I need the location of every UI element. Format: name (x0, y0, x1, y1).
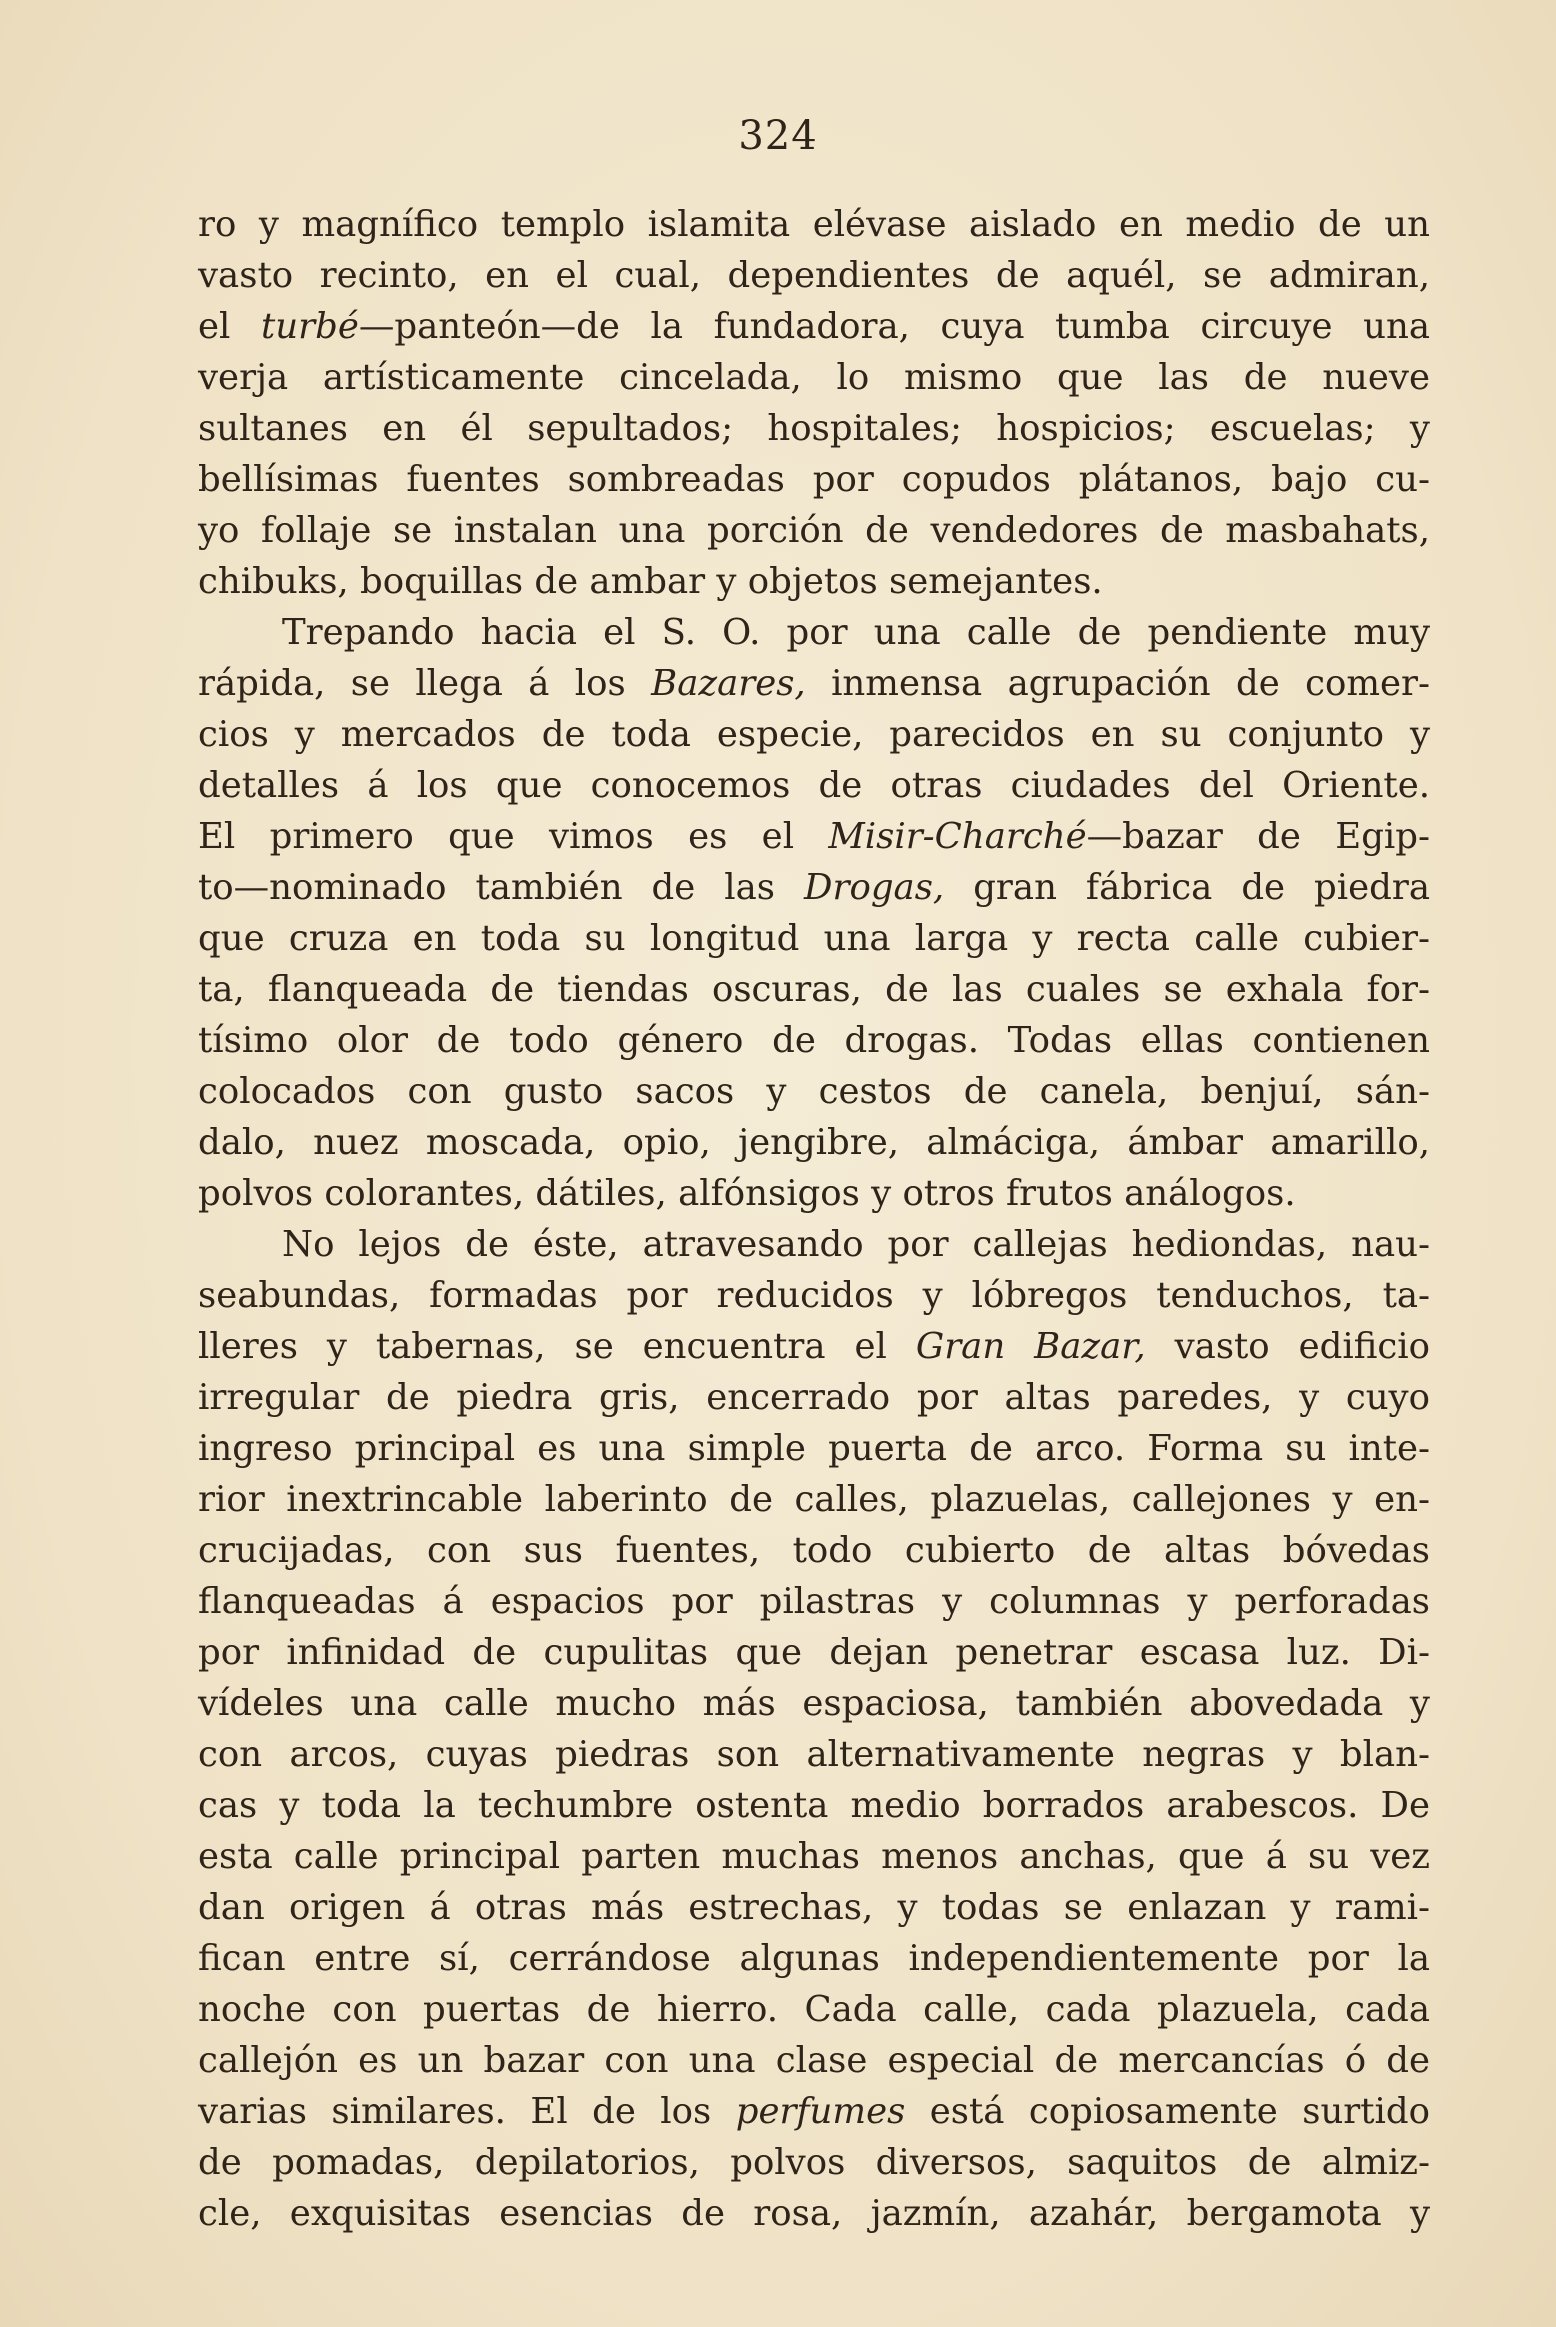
text-line (198, 1933, 1430, 1984)
text-line (198, 454, 1430, 505)
text-line (198, 1780, 1430, 1831)
text-line (198, 2035, 1430, 2086)
text-line (198, 556, 1430, 607)
text-segment: cle, exquisitas esencias de rosa, jazmín, azahár, bergamota y (198, 2193, 1430, 2234)
italic-text-segment: Bazares, (651, 663, 806, 704)
text-line (198, 352, 1430, 403)
text-segment: tísimo olor de todo género de drogas. Todas ellas contienen (198, 1020, 1430, 1061)
text-segment: rápida, se llega á los (198, 663, 652, 704)
text-segment: rior inextrincable laberinto de calles, plazuelas, callejones y en- (198, 1479, 1430, 1520)
text-line (198, 658, 1430, 709)
text-line (198, 760, 1430, 811)
text-segment: seabundas, formadas por reducidos y lóbregos tenduchos, ta- (198, 1275, 1430, 1316)
text-line (198, 1474, 1430, 1525)
text-line (198, 607, 1430, 658)
text-segment: fican entre sí, cerrándose algunas independientemente por la (198, 1938, 1430, 1979)
italic-text-segment: Drogas, (804, 867, 945, 908)
text-line (198, 1321, 1430, 1372)
text-segment: dalo, nuez moscada, opio, jengibre, almáciga, ámbar amarillo, (198, 1122, 1430, 1163)
text-segment: —bazar de Egip- (1086, 816, 1430, 857)
text-segment: noche con puertas de hierro. Cada calle, cada plazuela, cada (198, 1989, 1430, 2030)
text-segment: callejón es un bazar con una clase especial de mercancías ó de (198, 2040, 1430, 2081)
text-segment: gran fábrica de piedra (944, 867, 1430, 908)
text-segment: colocados con gusto sacos y cestos de canela, benjuí, sán- (198, 1071, 1430, 1112)
text-segment: dan origen á otras más estrechas, y todas se enlazan y rami- (198, 1887, 1430, 1928)
text-segment: el (198, 306, 261, 347)
text-line (198, 811, 1430, 862)
text-segment: ta, flanqueada de tiendas oscuras, de las cuales se exhala for- (198, 969, 1430, 1010)
text-segment: ro y magnífico templo islamita elévase aislado en medio de un (198, 204, 1430, 245)
body-text (198, 199, 1430, 2239)
text-segment: ingreso principal es una simple puerta de arco. Forma su inte- (198, 1428, 1430, 1469)
italic-text-segment: Gran Bazar, (915, 1326, 1146, 1367)
text-line (198, 2188, 1430, 2239)
text-segment: vasto edificio (1145, 1326, 1430, 1367)
text-segment: detalles á los que conocemos de otras ciudades del Oriente. (198, 765, 1430, 806)
text-line (198, 1423, 1430, 1474)
text-segment: varias similares. El de los (198, 2091, 736, 2132)
text-line (198, 403, 1430, 454)
text-segment: vasto recinto, en el cual, dependientes de aquél, se admiran, (198, 255, 1430, 296)
text-segment: Trepando hacia el S. O. por una calle de pendiente muy (282, 612, 1430, 653)
text-segment: cas y toda la techumbre ostenta medio borrados arabescos. De (198, 1785, 1430, 1826)
text-line (198, 250, 1430, 301)
text-segment: inmensa agrupación de comer- (805, 663, 1430, 704)
italic-text-segment: turbé (261, 306, 359, 347)
italic-text-segment: Misir-Charché (828, 816, 1087, 857)
text-line (198, 1831, 1430, 1882)
text-segment: chibuks, boquillas de ambar y objetos semejantes. (198, 561, 1103, 602)
page-number: 324 (738, 113, 818, 159)
text-line (198, 913, 1430, 964)
text-line (198, 709, 1430, 760)
text-segment: lleres y tabernas, se encuentra el (198, 1326, 916, 1367)
text-segment: polvos colorantes, dátiles, alfónsigos y otros frutos análogos. (198, 1173, 1296, 1214)
text-line (198, 1219, 1430, 1270)
text-line (198, 1678, 1430, 1729)
text-line (198, 1729, 1430, 1780)
text-segment: El primero que vimos es el (198, 816, 829, 857)
text-line (198, 862, 1430, 913)
text-line (198, 199, 1430, 250)
text-segment: No lejos de éste, atravesando por callejas hediondas, nau- (282, 1224, 1430, 1265)
text-line (198, 1627, 1430, 1678)
text-line (198, 1882, 1430, 1933)
text-segment: cios y mercados de toda especie, parecidos en su conjunto y (198, 714, 1430, 755)
text-line (198, 2086, 1430, 2137)
italic-text-segment: perfumes (735, 2091, 906, 2132)
text-segment: verja artísticamente cincelada, lo mismo que las de nueve (198, 357, 1430, 398)
text-segment: vídeles una calle mucho más espaciosa, también abovedada y (198, 1683, 1430, 1724)
text-line (198, 1984, 1430, 2035)
text-segment: está copiosamente surtido (905, 2091, 1430, 2132)
text-segment: bellísimas fuentes sombreadas por copudos plátanos, bajo cu- (198, 459, 1430, 500)
text-line (198, 505, 1430, 556)
text-line (198, 1576, 1430, 1627)
text-segment: sultanes en él sepultados; hospitales; hospicios; escuelas; y (198, 408, 1430, 449)
text-segment: de pomadas, depilatorios, polvos diversos, saquitos de almiz- (198, 2142, 1430, 2183)
text-line (198, 1015, 1430, 1066)
text-segment: yo follaje se instalan una porción de vendedores de masbahats, (198, 510, 1430, 551)
text-line (198, 301, 1430, 352)
text-segment: —panteón—de la fundadora, cuya tumba circuye una (358, 306, 1430, 347)
text-line (198, 1117, 1430, 1168)
text-segment: con arcos, cuyas piedras son alternativamente negras y blan- (198, 1734, 1430, 1775)
text-line (198, 2137, 1430, 2188)
text-segment: irregular de piedra gris, encerrado por altas paredes, y cuyo (198, 1377, 1430, 1418)
text-segment: to—nominado también de las (198, 867, 805, 908)
text-line (198, 1168, 1430, 1219)
text-segment: flanqueadas á espacios por pilastras y columnas y perforadas (198, 1581, 1430, 1622)
text-line (198, 1525, 1430, 1576)
text-line (198, 1372, 1430, 1423)
text-line (198, 964, 1430, 1015)
text-line (198, 1270, 1430, 1321)
text-line (198, 1066, 1430, 1117)
text-segment: esta calle principal parten muchas menos anchas, que á su vez (198, 1836, 1430, 1877)
text-segment: crucijadas, con sus fuentes, todo cubierto de altas bóvedas (198, 1530, 1430, 1571)
text-segment: por infinidad de cupulitas que dejan penetrar escasa luz. Di- (198, 1632, 1430, 1673)
text-segment: que cruza en toda su longitud una larga y recta calle cubier- (198, 918, 1430, 959)
